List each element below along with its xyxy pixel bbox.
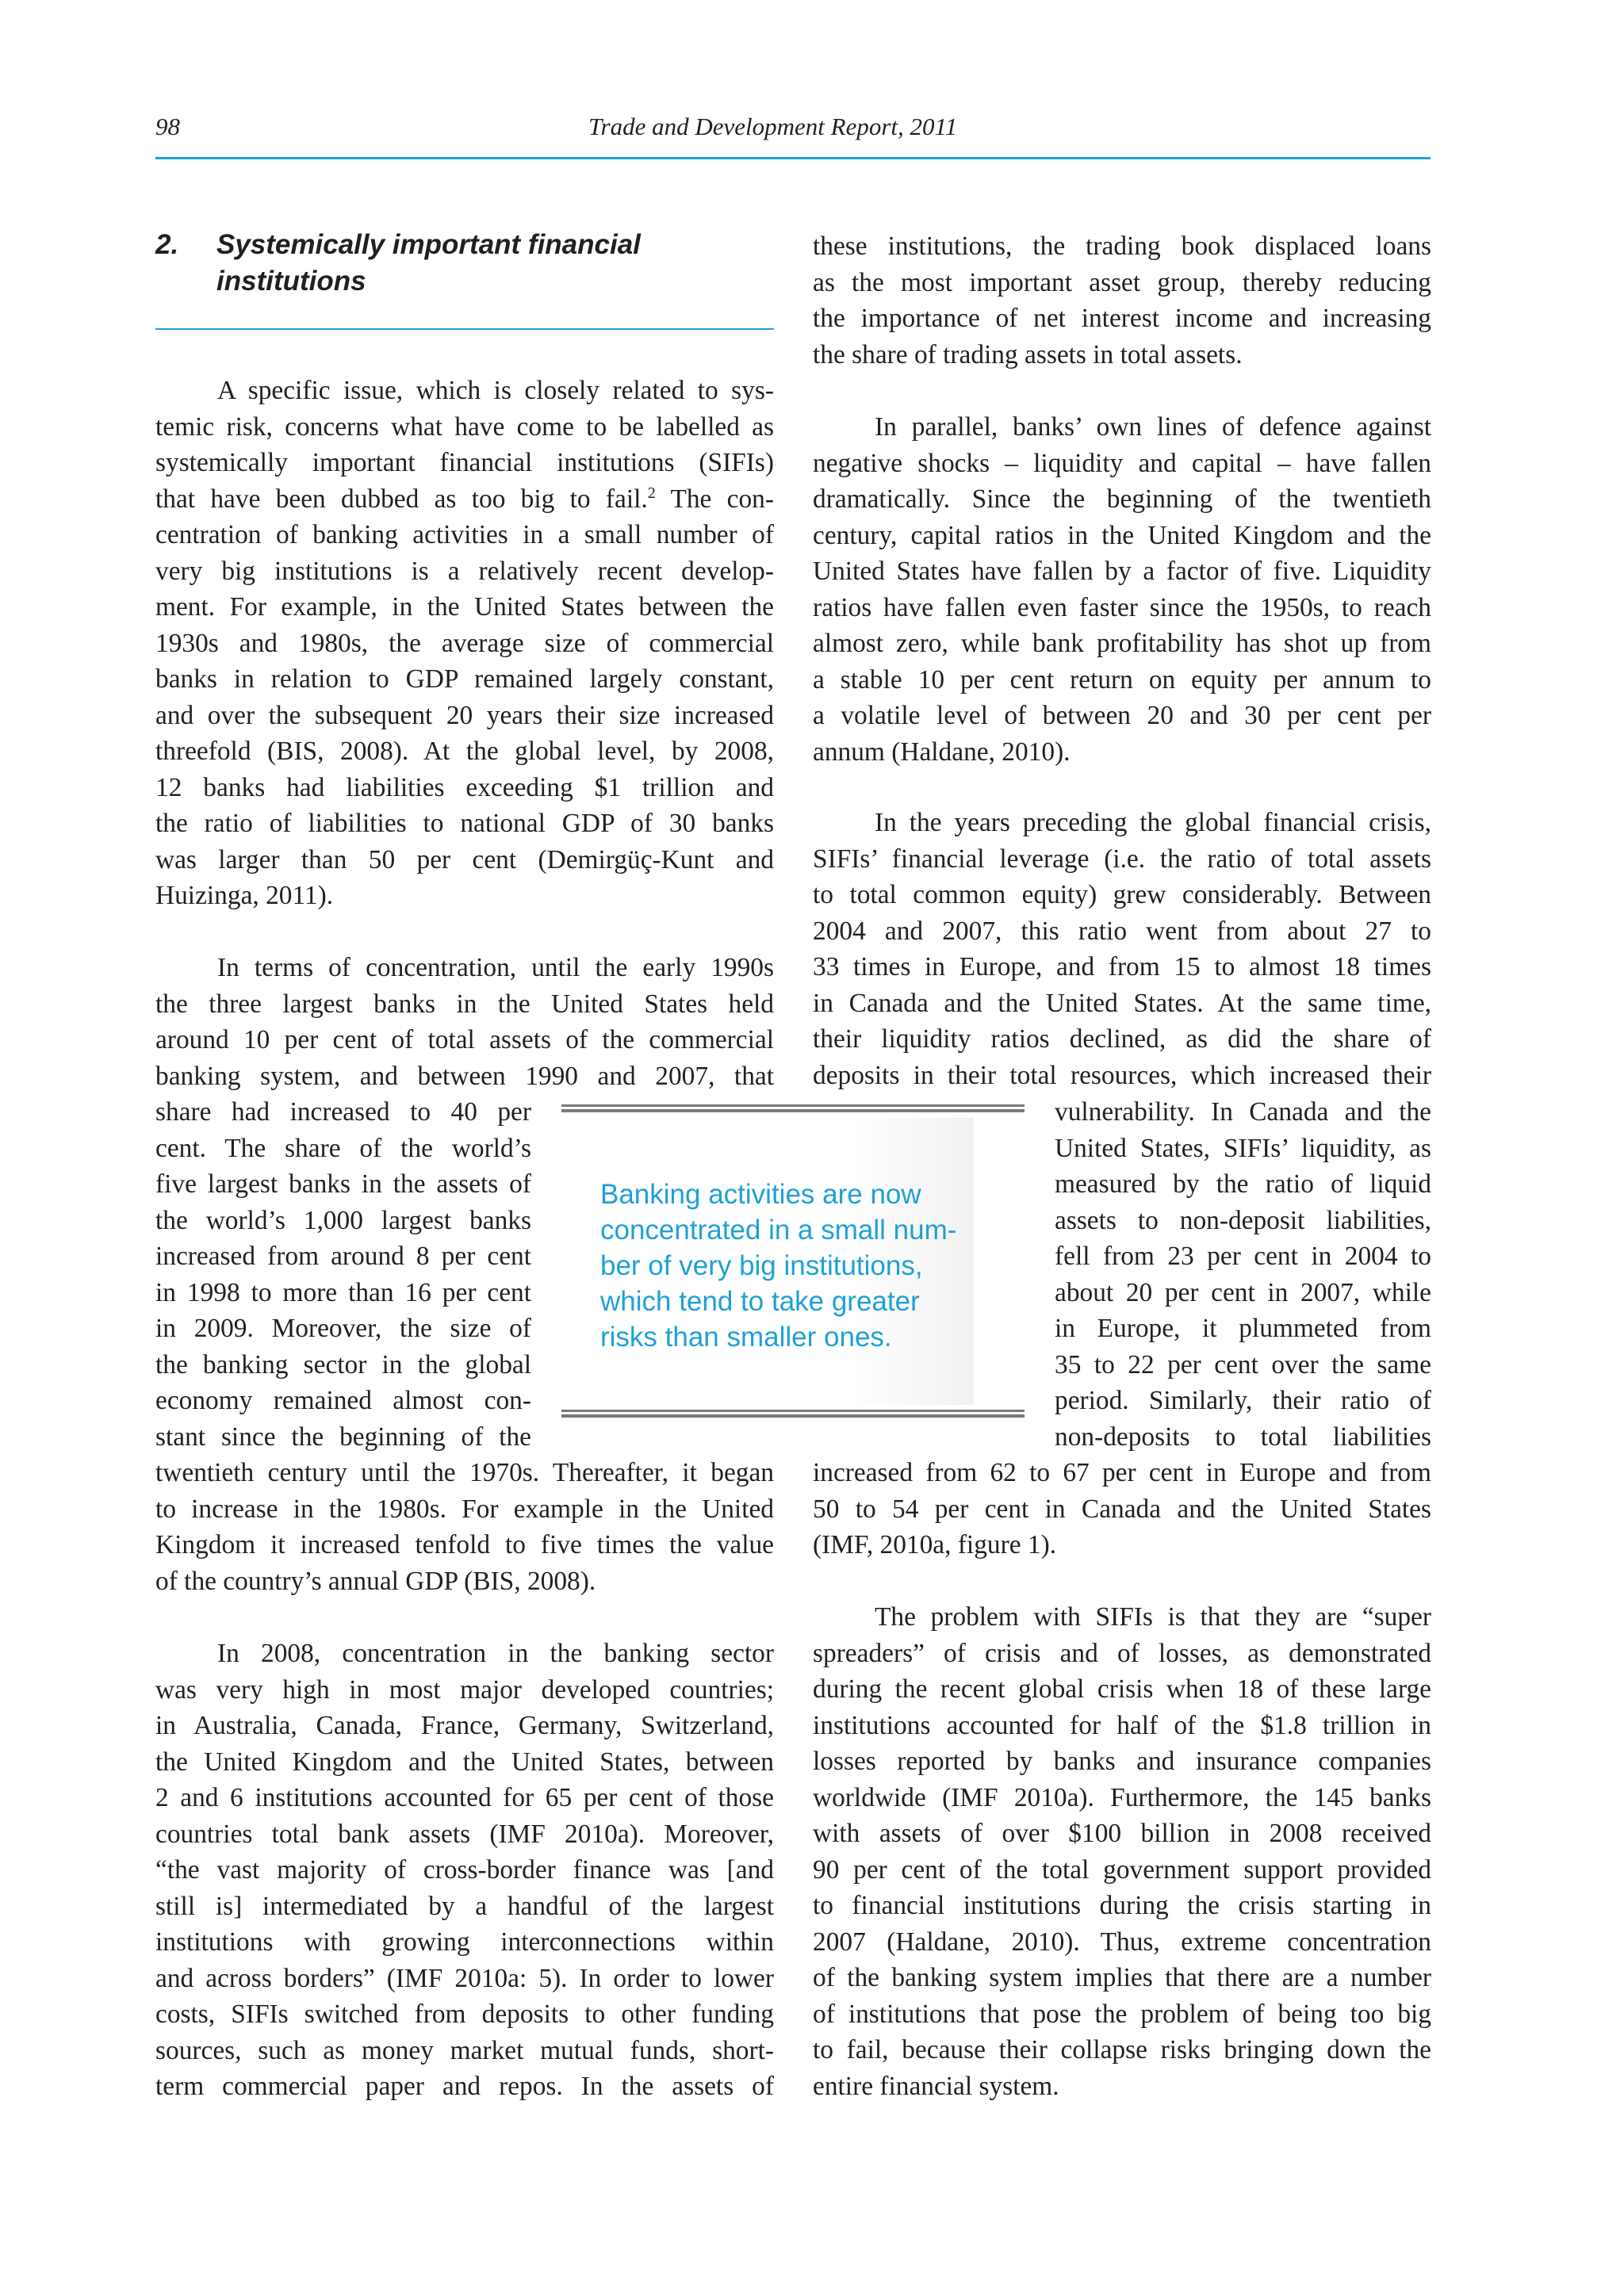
text-line: banks in relation to GDP remained largely constant,: [155, 664, 774, 694]
text-line: 90 per cent of the total government support provided: [813, 1854, 1431, 1885]
callout-line: concentrated in a small num-: [600, 1215, 957, 1246]
text-line: twentieth century until the 1970s. Thereafter, it began: [155, 1458, 774, 1487]
text-line: countries total bank assets (IMF 2010a). Moreover,: [155, 1819, 774, 1849]
text-line: 35 to 22 per cent over the same: [1055, 1349, 1431, 1380]
text-line: fell from 23 per cent in 2004 to: [1055, 1242, 1431, 1271]
text-line: stant since the beginning of the: [155, 1422, 531, 1452]
text-line: around 10 per cent of total assets of the commercial: [155, 1025, 774, 1054]
text-line: Kingdom it increased tenfold to five times the value: [155, 1530, 774, 1559]
text-line: term commercial paper and repos. In the assets of: [155, 2072, 774, 2101]
text-line: 2007 (Haldane, 2010). Thus, extreme concentration: [813, 1927, 1431, 1957]
text-line: temic risk, concerns what have come to be labelled as: [155, 411, 774, 442]
left-paragraph-1: [155, 373, 774, 914]
text-line: entire financial system.: [813, 2071, 1059, 2101]
text-line: The problem with SIFIs is that they are “super: [875, 1602, 1431, 1632]
text-line: economy remained almost con-: [155, 1386, 531, 1415]
text-line: still is] intermediated by a handful of the largest: [155, 1891, 774, 1921]
text-line: and across borders” (IMF 2010a: 5). In order to lower: [155, 1963, 774, 1993]
text-line: SIFIs’ financial leverage (i.e. the ratio of total assets: [813, 844, 1431, 874]
text-line: was very high in most major developed countries;: [155, 1674, 774, 1705]
text-line: five largest banks in the assets of: [155, 1169, 531, 1199]
text-line: the world’s 1,000 largest banks: [155, 1205, 531, 1235]
right-paragraph-1: [813, 228, 1431, 373]
section-rule: [155, 328, 774, 330]
text-line: (IMF, 2010a, figure 1).: [813, 1530, 1057, 1559]
text-line: annum (Haldane, 2010).: [813, 737, 1071, 767]
text-line: assets to non-deposit liabilities,: [1055, 1205, 1431, 1235]
text-line: in Europe, it plummeted from: [1055, 1314, 1431, 1343]
text-line: spreaders” of crisis and of losses, as demonstrated: [813, 1638, 1431, 1668]
header-rule: [155, 157, 1431, 159]
text-line: sources, such as money market mutual funds, short-: [155, 2035, 774, 2065]
text-line: institutions accounted for half of the $1.8 trillion in: [813, 1710, 1431, 1740]
text-line: deposits in their total resources, which increased their: [813, 1060, 1431, 1090]
text-line: in 1998 to more than 16 per cent: [155, 1277, 531, 1307]
text-line: the banking sector in the global: [155, 1349, 531, 1380]
text-line: banking system, and between 1990 and 2007, that: [155, 1061, 774, 1091]
text-line: In terms of concentration, until the early 1990s: [217, 953, 774, 982]
right-paragraph-3-tail: [813, 1455, 1431, 1563]
text-line: a stable 10 per cent return on equity per annum to: [813, 664, 1431, 695]
text-line: dramatically. Since the beginning of the twentieth: [813, 484, 1431, 514]
text-line: In 2008, concentration in the banking sector: [217, 1639, 774, 1668]
right-paragraph-4: [813, 1599, 1431, 2104]
page-number: 98: [155, 113, 180, 140]
text-line: the importance of net interest income and increasing: [813, 304, 1431, 333]
text-line: 2 and 6 institutions accounted for 65 per cent of those: [155, 1783, 774, 1812]
section-number: 2.: [155, 229, 179, 260]
right-paragraph-3: [813, 805, 1431, 1093]
text-line: costs, SIFIs switched from deposits to other funding: [155, 1999, 774, 2029]
text-line: threefold (BIS, 2008). At the global level, by 2008,: [155, 737, 774, 766]
text-line: ratios have fallen even faster since the 1950s, to reach: [813, 592, 1431, 622]
left-paragraph-2-wrap: [155, 1094, 531, 1455]
callout-line: which tend to take greater: [600, 1286, 920, 1317]
callout-rule-bottom: [561, 1410, 1025, 1418]
text-line: to financial institutions during the crisis starting in: [813, 1891, 1431, 1920]
text-line: 2004 and 2007, this ratio went from about 27 to: [813, 916, 1431, 946]
text-line: to total common equity) grew considerably. Between: [813, 880, 1431, 909]
running-header-title: Trade and Development Report, 2011: [588, 113, 958, 140]
text-fragment: The con-: [670, 484, 774, 514]
text-line: during the recent global crisis when 18 of these large: [813, 1674, 1431, 1704]
text-line: losses reported by banks and insurance companies: [813, 1747, 1431, 1776]
text-line: 1930s and 1980s, the average size of commercial: [155, 628, 774, 658]
text-line: very big institutions is a relatively recent develop-: [155, 556, 774, 586]
text-line: centration of banking activities in a small number of: [155, 520, 774, 549]
text-line: [155, 481, 774, 518]
text-line: their liquidity ratios declined, as did the share of: [813, 1024, 1431, 1054]
left-paragraph-2: [155, 950, 774, 1094]
text-line: almost zero, while bank profitability has shot up from: [813, 629, 1431, 658]
text-line: United States have fallen by a factor of five. Liquidity: [813, 557, 1431, 586]
right-paragraph-2: [813, 409, 1431, 770]
callout-line: risks than smaller ones.: [600, 1322, 892, 1353]
callout-line: ber of very big institutions,: [600, 1250, 923, 1281]
text-line: 12 banks had liabilities exceeding $1 trillion and: [155, 772, 774, 802]
text-line: share had increased to 40 per: [155, 1097, 531, 1127]
section-title-line: institutions: [216, 266, 366, 297]
text-line: the ratio of liabilities to national GDP of 30 banks: [155, 809, 774, 838]
text-line: In parallel, banks’ own lines of defence against: [875, 412, 1431, 442]
text-fragment: that have been dubbed as too big to fail.: [155, 484, 648, 514]
left-paragraph-2-tail: [155, 1455, 774, 1599]
footnote-marker: 2: [647, 484, 656, 502]
text-line: 33 times in Europe, and from 15 to almost 18 times: [813, 952, 1431, 982]
text-line: in Australia, Canada, France, Germany, Switzerland,: [155, 1711, 774, 1740]
left-paragraph-3: [155, 1636, 774, 2105]
text-line: United States, SIFIs’ liquidity, as: [1055, 1133, 1431, 1163]
text-line: as the most important asset group, thereby reducing: [813, 267, 1431, 297]
text-line: to fail, because their collapse risks bringing down the: [813, 2035, 1431, 2064]
text-line: increased from 62 to 67 per cent in Europe and from: [813, 1458, 1431, 1487]
text-line: In the years preceding the global financial crisis,: [875, 808, 1431, 837]
text-line: was larger than 50 per cent (Demirgüç-Kunt and: [155, 844, 774, 874]
text-line: Huizinga, 2011).: [155, 881, 334, 910]
text-line: institutions with growing interconnections within: [155, 1927, 774, 1957]
text-line: increased from around 8 per cent: [155, 1242, 531, 1271]
callout-text: [600, 1177, 1013, 1355]
text-line: of the country’s annual GDP (BIS, 2008).: [155, 1566, 596, 1596]
section-title: [216, 227, 772, 300]
section-title-line: Systemically important financial: [216, 229, 641, 260]
text-line: these institutions, the trading book displaced loans: [813, 232, 1431, 261]
text-line: of institutions that pose the problem of being too big: [813, 1999, 1431, 2029]
text-line: a volatile level of between 20 and 30 per cent per: [813, 701, 1431, 730]
text-line: in Canada and the United States. At the same time,: [813, 988, 1431, 1018]
text-line: the United Kingdom and the United States, between: [155, 1747, 774, 1777]
text-line: cent. The share of the world’s: [155, 1133, 531, 1163]
text-line: A specific issue, which is closely related to sys-: [217, 376, 774, 405]
text-line: to increase in the 1980s. For example in the United: [155, 1494, 774, 1524]
text-line: with assets of over $100 billion in 2008 received: [813, 1819, 1431, 1848]
text-line: about 20 per cent in 2007, while: [1055, 1277, 1431, 1307]
text-line: the share of trading assets in total assets.: [813, 339, 1243, 369]
text-line: negative shocks – liquidity and capital – have fallen: [813, 448, 1431, 478]
text-line: non-deposits to total liabilities: [1055, 1422, 1431, 1452]
text-line: systemically important financial institutions (SIFIs): [155, 448, 774, 477]
text-line: in 2009. Moreover, the size of: [155, 1314, 531, 1343]
text-line: worldwide (IMF 2010a). Furthermore, the 145 banks: [813, 1782, 1431, 1812]
text-line: measured by the ratio of liquid: [1055, 1169, 1431, 1199]
text-line: and over the subsequent 20 years their size increased: [155, 700, 774, 730]
right-paragraph-3-wrap: [1055, 1094, 1431, 1455]
text-line: vulnerability. In Canada and the: [1055, 1097, 1431, 1127]
text-line: century, capital ratios in the United Kingdom and the: [813, 520, 1431, 550]
callout-rule-top: [561, 1104, 1025, 1112]
text-line: of the banking system implies that there are a number: [813, 1963, 1431, 1992]
text-line: 50 to 54 per cent in Canada and the United States: [813, 1494, 1431, 1524]
text-line: period. Similarly, their ratio of: [1055, 1386, 1431, 1415]
callout-line: Banking activities are now: [600, 1179, 921, 1210]
text-line: the three largest banks in the United States held: [155, 989, 774, 1019]
text-line: ment. For example, in the United States between the: [155, 592, 774, 622]
text-line: “the vast majority of cross-border finance was [and: [155, 1855, 774, 1885]
